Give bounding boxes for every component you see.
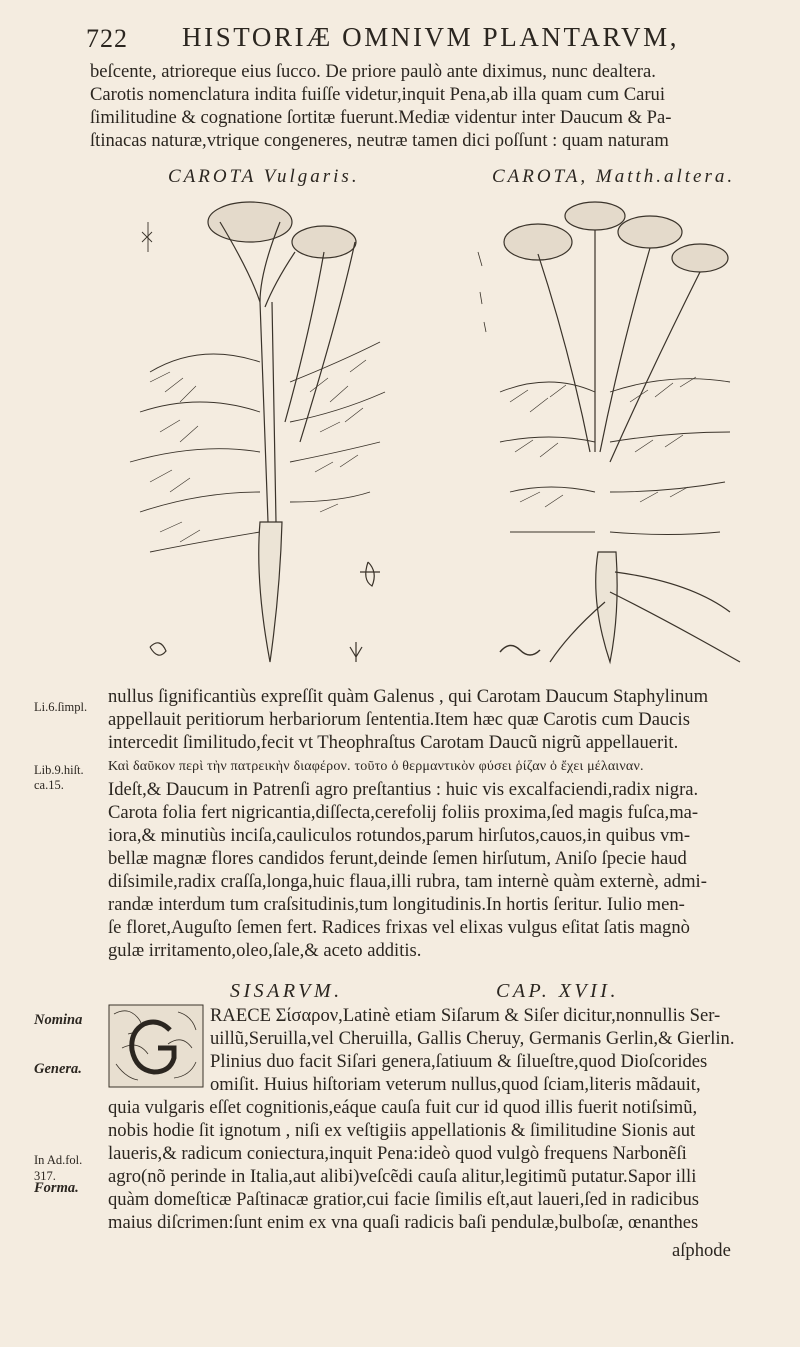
text-line: iora,& minutiùs inciſa,cauliculos rotundos,parum hirſutos,cauos,in quibus vm- [108,825,691,846]
page-number: 722 [86,24,128,53]
text-line: randæ interdum tum craſsitudinis,tum longitudinis.In hortis ſeritur. Iulio men- [108,894,685,915]
running-head: HISTORIÆ OMNIVM PLANTARVM, [182,22,680,52]
margin-note-simpl: Li.6.ſimpl. [34,700,88,714]
decorated-initial [108,1004,204,1088]
initial-text-line: RAECE Σίσαρον,Latinè etiam Siſarum & Siſer dicitur,nonnullis Ser- [210,1005,721,1026]
ornate-initial-g-icon [108,1004,204,1088]
text-line: appellauit peritiorum herbariorum ſententia.Item hæc quæ Carotis cum Daucis [108,709,690,730]
left-figure-caption: CAROTA Vulgaris. [168,166,360,187]
plant-illustration-left [110,192,400,672]
text-line: agro(nõ perinde in Italia,aut alibi)veſcẽdi cauſa alitur,legitimũ putatur.Sapor illi [108,1166,697,1187]
carota-altera-woodcut [470,192,760,672]
text-line: ſimilitudine & cognatione ſortitæ fuerunt.Mediæ videntur inter Daucum & Pa- [90,107,672,128]
margin-note-adfol: In Ad.fol. [34,1153,83,1167]
section-title: SISARVM. [230,980,343,1002]
right-figure-caption: CAROTA, Matth.altera. [492,166,736,187]
margin-note-page: 317. [34,1169,56,1183]
text-line: beſcente, atrioreque eius ſucco. De priore paulò ante diximus, nunc dealtera. [90,61,656,82]
text-line: Ideſt,& Daucum in Patrenſi agro preſtantius : huic vis excalfaciendi,radix nigra. [108,779,699,800]
margin-note-nomina: Nomina [34,1012,83,1028]
margin-note-hist: Lib.9.hiſt. [34,763,84,777]
margin-note-genera: Genera. [34,1061,82,1077]
text-line: gulæ irritamento,oleo,ſale,& aceto additis. [108,940,422,961]
margin-note-cap: ca.15. [34,778,64,792]
text-line: Carota folia fert nigricantia,diſſecta,cerefolij foliis proxima,ſed magis fuſca,ma- [108,802,699,823]
text-line: maius diſcrimen:ſunt enim ex vna quaſi radicis baſi pendulæ,bulboſæ, œnanthes [108,1212,699,1233]
greek-quote-line: Καὶ δαῦκον περὶ τὴν πατρεικὴν διαφέρον. τοῦτο ὁ θερμαντικὸν φύσει ῥίζαν ὁ ἔχει μέλαιναν. [108,759,644,774]
catchword: aſphode [672,1240,731,1261]
text-line: bellæ magnæ flores candidos ferunt,deinde ſemen hirſutum, Aniſo ſpecie haud [108,848,687,869]
carota-vulgaris-woodcut [110,192,400,672]
text-line: ſtinacas naturæ,vtrique congeneres, neutræ tamen dici poſſunt : quam naturam [90,130,669,151]
text-line: quàm domeſticæ Paſtinacæ gratior,cui facie ſimilis eſt,aut laueri,ſed in radicibus [108,1189,699,1210]
page-header [0,18,800,58]
text-line: nullus ſignificantiùs expreſſit quàm Galenus , qui Carotam Daucum Staphylinum [108,686,709,707]
indented-line: omiſit. Huius hiſtoriam veterum nullus,quod ſciam,literis mãdauit, [210,1074,701,1095]
text-line: intercedit ſimilitudo,fecit vt Theophraſtus Carotam Daucũ nigrũ appellauerit. [108,732,679,753]
text-line: Carotis nomenclatura indita fuiſſe videtur,inquit Pena,ab illa quam cum Carui [90,84,665,105]
indented-line: uillũ,Seruilla,vel Cheruilla, Gallis Cheruy, Germanis Gerlin,& Gierlin. [210,1028,735,1049]
text-line: nobis hodie ſit ignotum , niſi ex veſtigiis appellationis & ſimilitudine Sionis aut [108,1120,696,1141]
text-line: diſsimile,radix craſſa,longa,huic flaua,illi rubra, tam internè quàm externè, admi- [108,871,707,892]
margin-note-forma: Forma. [34,1180,79,1196]
indented-line: Plinius duo facit Siſari genera,ſatiuum & ſilueſtre,quod Dioſcorides [210,1051,708,1072]
text-line: quia vulgaris eſſet cognitionis,eáque cauſa fuit cur id quod illis fuerit notiſsimũ, [108,1097,698,1118]
text-line: laueris,& radicum coniectura,inquit Pena:ideò quod vulgò frequens Narbonẽſi [108,1143,687,1164]
plant-illustration-right [470,192,760,672]
text-line: ſe floret,Auguſto ſemen fert. Radices frixas vel elixas vulgus eſitat ſatis magnò [108,917,690,938]
chapter-number: CAP. XVII. [496,980,619,1002]
